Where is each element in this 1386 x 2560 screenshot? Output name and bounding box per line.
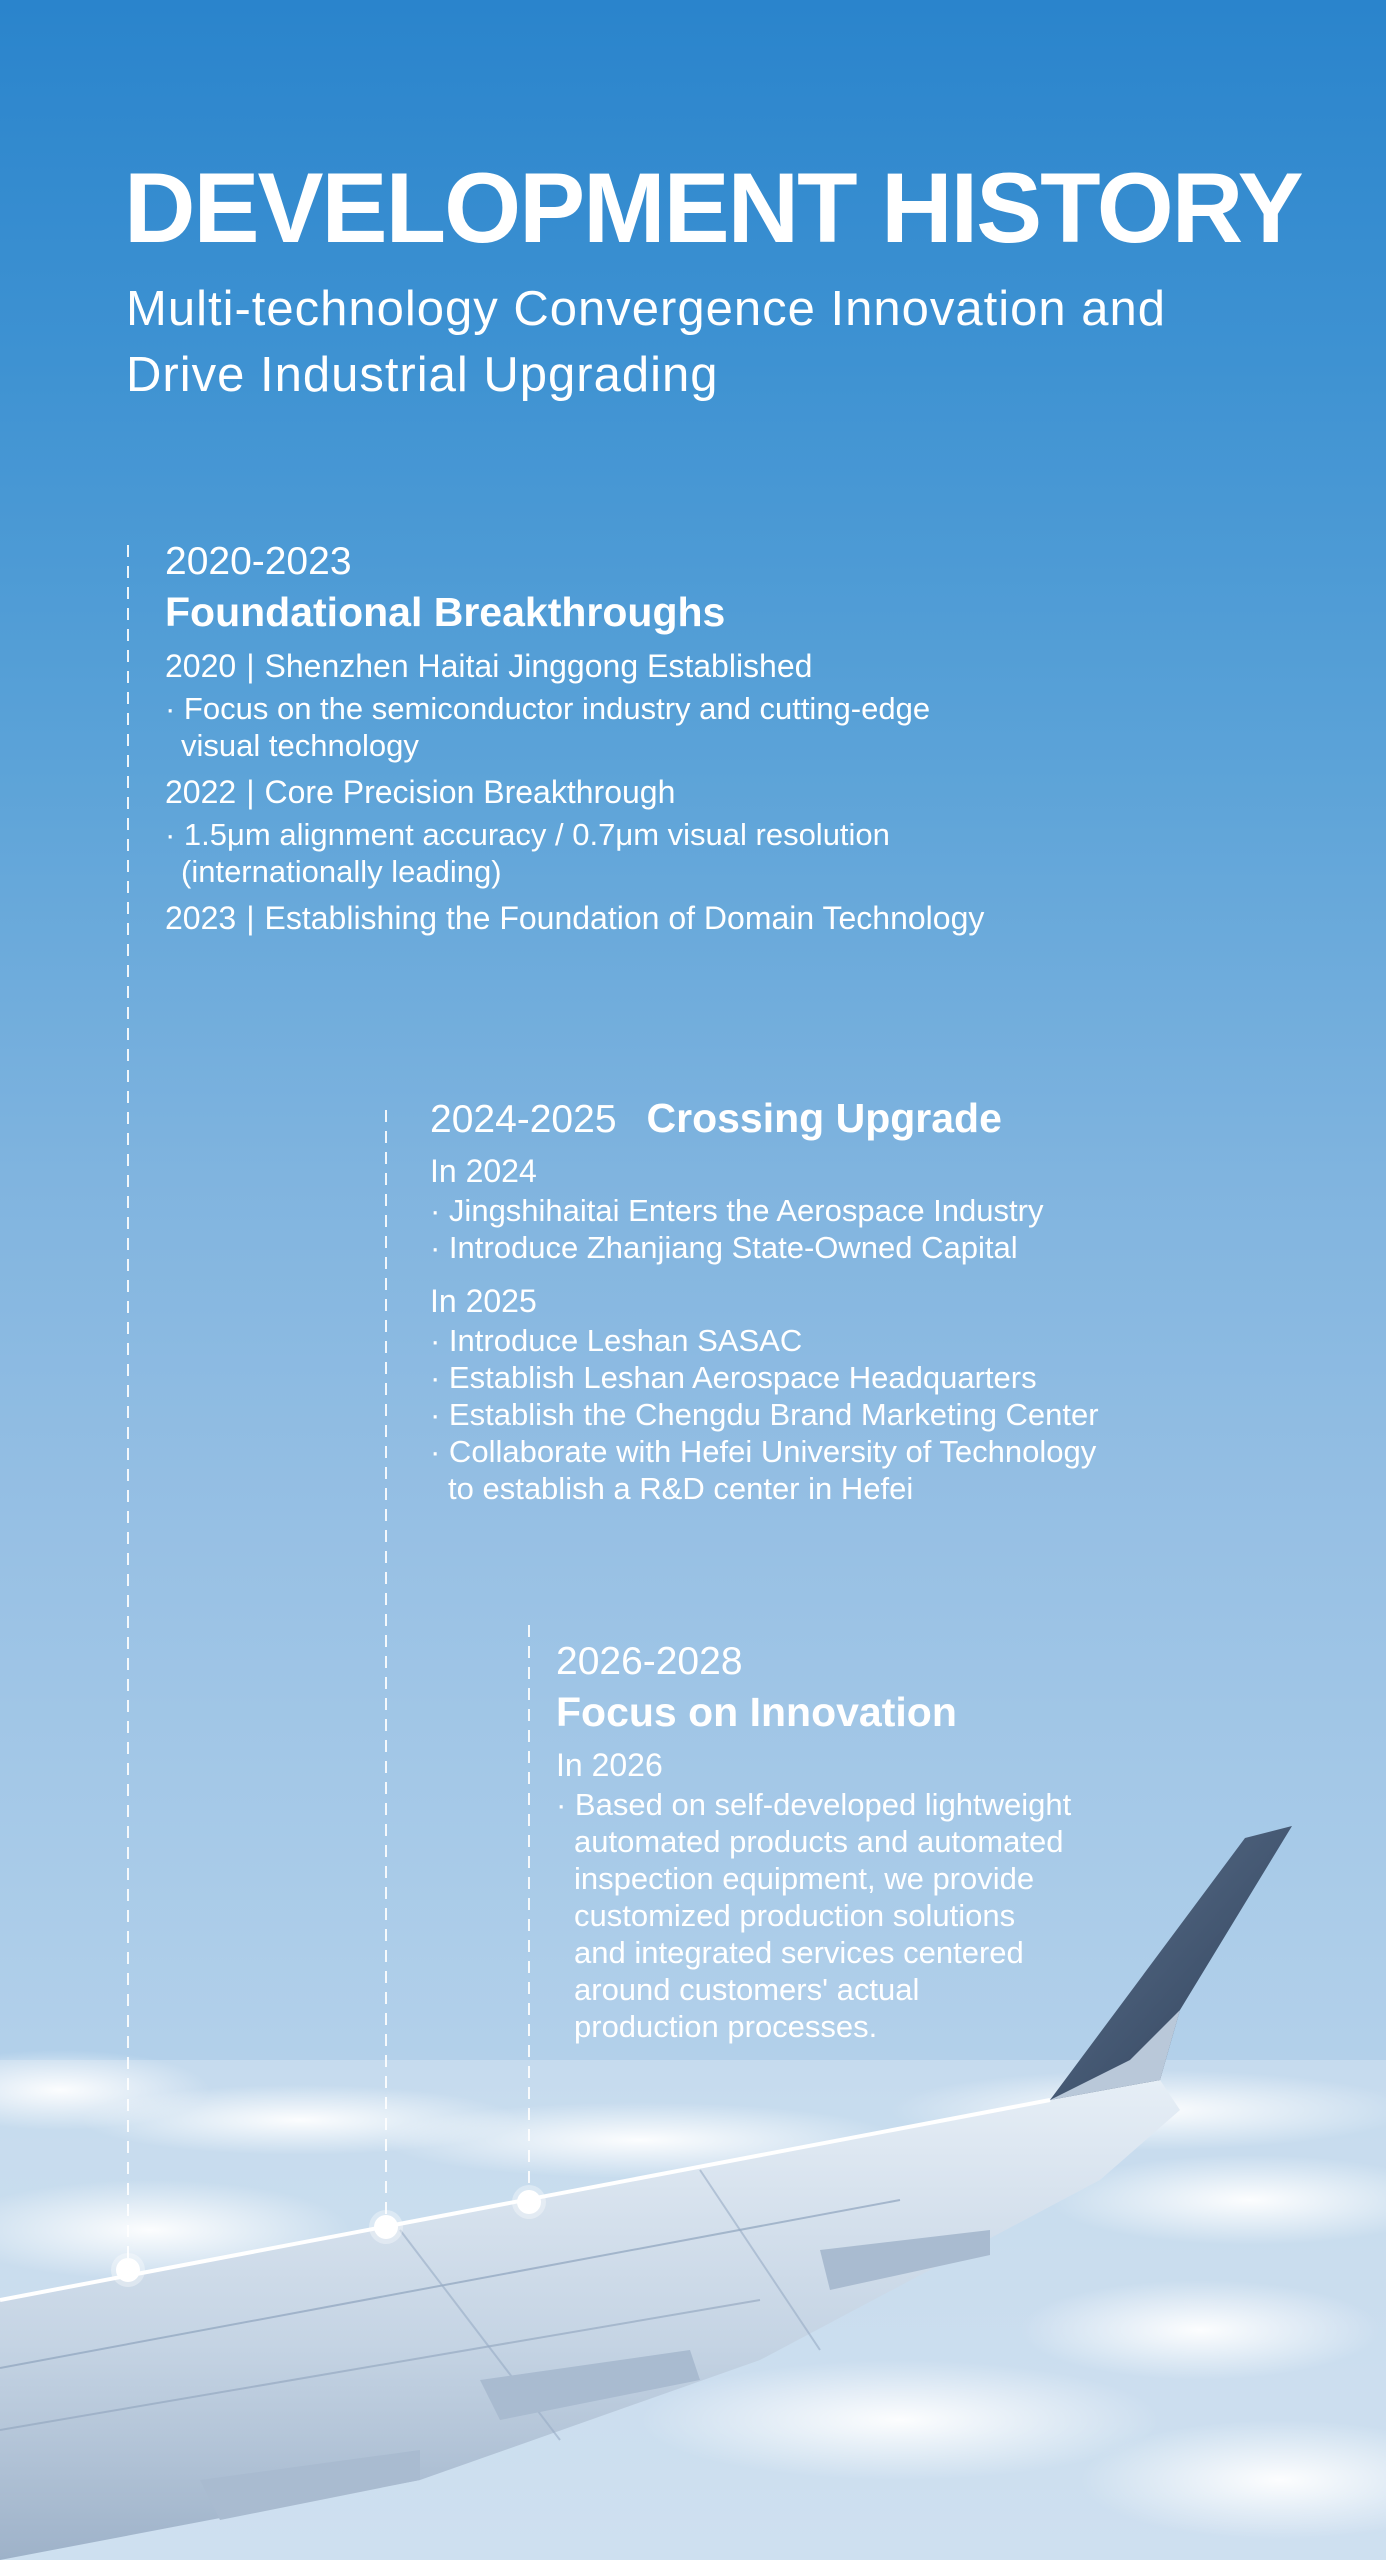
phase-heading: Foundational Breakthroughs xyxy=(165,589,726,635)
milestone-title: Core Precision Breakthrough xyxy=(264,774,676,810)
group-bullet: · Introduce Zhanjiang State-Owned Capital xyxy=(430,1230,1018,1265)
phase-foundational-breakthroughs xyxy=(165,538,1165,938)
timeline-marker-2020 xyxy=(116,2258,140,2282)
group-bullet: · Establish Leshan Aerospace Headquarters xyxy=(430,1360,1037,1395)
milestone-separator: | xyxy=(246,648,255,684)
phase-period: 2026-2028 xyxy=(556,1640,743,1683)
group-bullet: · Based on self-developed lightweight xyxy=(556,1787,1072,1822)
group-label-2025: In 2025 xyxy=(430,1283,537,1319)
milestone-2023 xyxy=(165,898,1165,938)
phase-crossing-upgrade xyxy=(430,1092,1330,1507)
milestone-year: 2023 xyxy=(165,900,237,936)
milestone-year: 2020 xyxy=(165,648,237,684)
phase-heading: Focus on Innovation xyxy=(556,1689,957,1735)
group-bullet: inspection equipment, we provide xyxy=(574,1861,1035,1896)
milestone-title: Shenzhen Haitai Jinggong Established xyxy=(264,648,813,684)
milestone-bullet: · Focus on the semiconductor industry and cutting-edge xyxy=(165,691,931,726)
milestone-title: Establishing the Foundation of Domain Technology xyxy=(264,900,985,936)
group-bullet: and integrated services centered xyxy=(574,1935,1024,1970)
group-label-2024: In 2024 xyxy=(430,1153,537,1189)
milestone-separator: | xyxy=(246,900,255,936)
group-bullet: around customers' actual xyxy=(574,1972,920,2007)
milestone-separator: | xyxy=(246,774,255,810)
group-bullet: automated products and automated xyxy=(574,1824,1064,1859)
phase-period: 2020-2023 xyxy=(165,540,352,583)
milestone-year: 2022 xyxy=(165,774,237,810)
group-bullet: · Collaborate with Hefei University of Technology xyxy=(430,1434,1097,1469)
group-bullet: · Jingshihaitai Enters the Aerospace Industry xyxy=(430,1193,1044,1228)
group-bullet: production processes. xyxy=(574,2009,878,2044)
group-bullet: · Introduce Leshan SASAC xyxy=(430,1323,803,1358)
milestone-bullet: · 1.5μm alignment accuracy / 0.7μm visual resolution xyxy=(165,817,890,852)
milestone-2022 xyxy=(165,772,1165,812)
group-bullet: · Establish the Chengdu Brand Marketing Center xyxy=(430,1397,1099,1432)
timeline-marker-2026 xyxy=(517,2190,541,2214)
page-subtitle: Multi-technology Convergence Innovation and Drive Industrial Upgrading xyxy=(126,282,1166,402)
milestone-2020 xyxy=(165,646,1165,686)
phase-heading: Crossing Upgrade xyxy=(646,1095,1002,1141)
group-label-2026: In 2026 xyxy=(556,1747,663,1783)
phase-period: 2024-2025 xyxy=(430,1098,617,1141)
phase-focus-on-innovation xyxy=(556,1638,1256,2045)
group-bullet: to establish a R&D center in Hefei xyxy=(448,1471,914,1506)
milestone-bullet: visual technology xyxy=(181,728,419,763)
timeline-marker-2024 xyxy=(374,2215,398,2239)
page-title: DEVELOPMENT HISTORY xyxy=(124,152,1302,263)
phase-period-row xyxy=(430,1092,1330,1144)
milestone-bullet: (internationally leading) xyxy=(181,854,502,889)
group-bullet: customized production solutions xyxy=(574,1898,1016,1933)
